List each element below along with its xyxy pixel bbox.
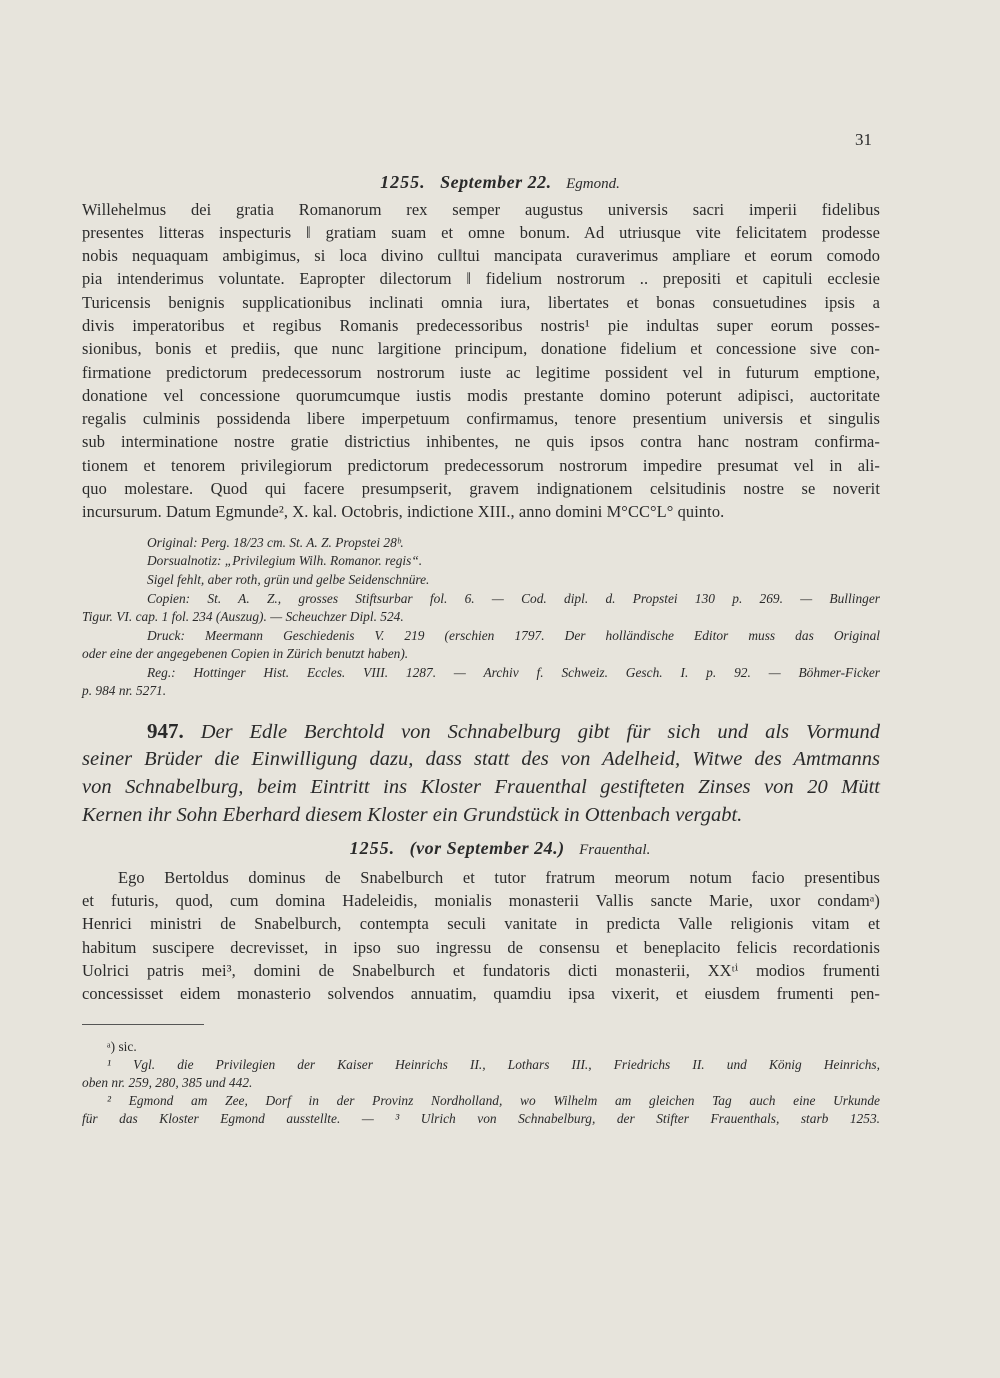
doc1-line: Turicensis benignis supplicationibus inclinati omnia iura, libertates et bonas consuetudines ipsis a bbox=[82, 293, 880, 312]
doc1-line: presentes litteras inspecturis ‖ gratiam suam et omne bonum. Ad utriusque vite felicitatem prodesse bbox=[82, 223, 880, 242]
doc1-line: donatione vel concessione quorumcumque iustis modis prestante domino poterunt adipisci, auctoritate bbox=[82, 386, 880, 405]
footnote: ᵃ) sic. bbox=[107, 1039, 137, 1054]
doc1-year: 1255. bbox=[380, 172, 426, 192]
doc1-note: Tigur. VI. cap. 1 fol. 234 (Auszug). — Scheuchzer Dipl. 524. bbox=[82, 609, 404, 624]
doc2-heading-line: Kernen ihr Sohn Eberhard diesem Kloster ein Grundstück in Ottenbach vergabt. bbox=[82, 804, 743, 826]
doc2-heading-line: seiner Brüder die Einwilligung dazu, dass statt des von Adelheid, Witwe des Amtmanns bbox=[82, 748, 880, 770]
doc1-line: nobis nequaquam ambigimus, si loca divino cul‖tui mancipata curaverimus ampliare et eorum comodo bbox=[82, 246, 880, 265]
doc1-note: Sigel fehlt, aber roth, grün und gelbe Seidenschnüre. bbox=[147, 572, 430, 587]
doc1-dateline bbox=[0, 172, 1000, 193]
doc1-line: sionibus, bonis et prediis, que nunc largitione principum, donatione fidelium et concessione sive con- bbox=[82, 339, 880, 358]
doc2-number: 947. bbox=[147, 719, 184, 743]
doc2-place: Frauenthal. bbox=[579, 842, 651, 858]
footnote: oben nr. 259, 280, 385 und 442. bbox=[82, 1075, 253, 1090]
doc2-dateline bbox=[0, 838, 1000, 859]
doc2-line: Ego Bertoldus dominus de Snabelburch et tutor fratrum meorum notum facio presentibus bbox=[118, 868, 880, 887]
doc2-date: (vor September 24.) bbox=[409, 838, 565, 858]
doc1-note: Druck: Meermann Geschiedenis V. 219 (erschien 1797. Der holländische Editor muss das Original bbox=[147, 628, 880, 643]
doc1-line: incursurum. Datum Egmunde², X. kal. Octobris, indictione XIII., anno domini M°CC°L° quinto. bbox=[82, 502, 725, 521]
doc2-heading-line bbox=[147, 718, 880, 746]
doc1-line: tionem et tenorem privilegiorum predictorum predecessorum nostrorum impedire presumat vel in ali- bbox=[82, 456, 880, 475]
doc2-line: Henrici ministri de Snabelburch, contempta seculi vanitate in predicta Valle religionis vitam et bbox=[82, 914, 880, 933]
doc1-line: firmatione predictorum predecessorum nostrorum iuste ac legitime possident vel in futurum emptione, bbox=[82, 363, 880, 382]
footnote-rule bbox=[82, 1024, 204, 1025]
doc1-note: oder eine der angegebenen Copien in Zürich benutzt haben). bbox=[82, 646, 409, 661]
doc2-heading-line: von Schnabelburg, beim Eintritt ins Kloster Frauenthal gestifteten Zinses von 20 Mütt bbox=[82, 776, 880, 798]
doc1-note: Reg.: Hottinger Hist. Eccles. VIII. 1287. — Archiv f. Schweiz. Gesch. I. p. 92. — Böhmer-Ficker bbox=[147, 665, 880, 680]
doc1-line: divis imperatoribus et regibus Romanis predecessoribus nostris¹ pie indultas super eorum posses- bbox=[82, 316, 880, 335]
doc1-line: quo molestare. Quod qui facere presumpserit, gravem indignationem celsitudinis nostre se noverit bbox=[82, 479, 880, 498]
doc1-date: September 22. bbox=[440, 172, 552, 192]
footnote: ² Egmond am Zee, Dorf in der Provinz Nordholland, wo Wilhelm am gleichen Tag auch eine Urkunde bbox=[107, 1093, 880, 1108]
doc2-line: habitum suscipere decrevisset, in ipso suo ingressu de consensu et beneplacito felicis recordationis bbox=[82, 938, 880, 957]
doc2-line: Uolrici patris mei³, domini de Snabelburch et fundatoris dicti monasterii, XXᵗⁱ modios frumenti bbox=[82, 961, 880, 980]
doc1-place: Egmond. bbox=[566, 176, 620, 192]
footnote: für das Kloster Egmond ausstellte. — ³ Ulrich von Schnabelburg, der Stifter Frauenthals, starb 1253. bbox=[82, 1111, 880, 1126]
doc1-line: sub interminatione nostre gratie districtius inhibentes, ne quis ipsos contra hanc nostram confirma- bbox=[82, 432, 880, 451]
doc2-year: 1255. bbox=[349, 838, 396, 858]
doc2-line: et futuris, quod, cum domina Hadeleidis, monialis monasterii Vallis sancte Marie, uxor condamᵃ) bbox=[82, 891, 880, 910]
footnote: ¹ Vgl. die Privilegien der Kaiser Heinrichs II., Lothars III., Friedrichs II. und König Heinrichs, bbox=[107, 1057, 880, 1072]
doc1-note: p. 984 nr. 5271. bbox=[82, 683, 167, 698]
doc1-line: Willehelmus dei gratia Romanorum rex semper augustus universis sacri imperii fidelibus bbox=[82, 200, 880, 219]
doc1-note: Dorsualnotiz: „Privilegium Wilh. Romanor. regis“. bbox=[147, 553, 423, 568]
page-number: 31 bbox=[855, 130, 872, 149]
doc1-note: Copien: St. A. Z., grosses Stiftsurbar fol. 6. — Cod. dipl. d. Propstei 130 p. 269. — Bullinger bbox=[147, 591, 880, 606]
doc1-note: Original: Perg. 18/23 cm. St. A. Z. Propstei 28ᵇ. bbox=[147, 535, 404, 550]
doc2-heading-text: Der Edle Berchtold von Schnabelburg gibt für sich und als Vormund bbox=[200, 721, 880, 743]
doc2-line: concessisset eidem monasterio solvendos annuatim, quamdiu ipsa vixerit, et eiusdem frumenti pen- bbox=[82, 984, 880, 1003]
doc1-line: regalis culminis possidenda libere imperpetuum confirmamus, tenore presentium universis et singulis bbox=[82, 409, 880, 428]
doc1-line: pia intenderimus voluntate. Eapropter dilectorum ‖ fidelium nostrorum .. prepositi et capituli ecclesie bbox=[82, 269, 880, 288]
